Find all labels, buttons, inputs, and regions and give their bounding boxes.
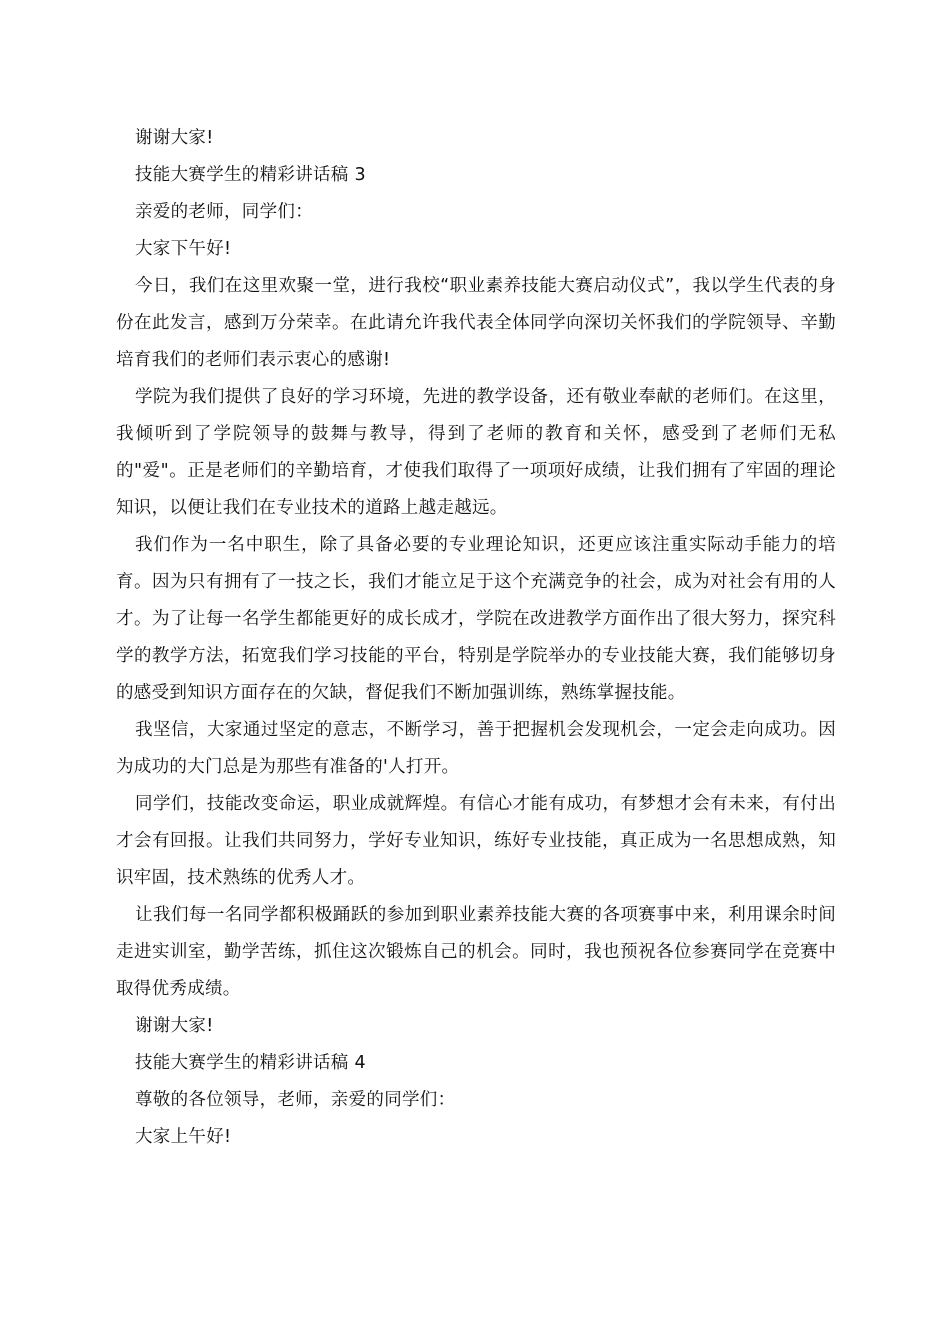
paragraph: 同学们，技能改变命运，职业成就辉煌。有信心才能有成功，有梦想才会有未来，有付出才会有回报。让我们共同努力，学好专业知识，练好专业技能，真正成为一名思想成熟，知识牢固，技术熟练的优秀人才。 [116, 794, 836, 888]
paragraph: 我们作为一名中职生，除了具备必要的专业理论知识，还更应该注重实际动手能力的培育。因为只有拥有了一技之长，我们才能立足于这个充满竞争的社会，成为对社会有用的人才。为了让每一名学生都能更好的成长成才，学院在改进教学方面作出了很大努力，探究科学的教学方法，拓宽我们学习技能的平台，特别是学院举办的专业技能大赛，我们能够切身的感受到知识方面存在的欠缺，督促我们不断加强训练，熟练掌握技能。 [116, 535, 836, 703]
speech-title-4: 技能大赛学生的精彩讲话稿 4 [135, 1053, 366, 1073]
paragraph: 今日，我们在这里欢聚一堂，进行我校“职业素养技能大赛启动仪式”，我以学生代表的身份在此发言，感到万分荣幸。在此请允许我代表全体同学向深切关怀我们的学院领导、辛勤培育我们的老师们表示衷心的感谢! [116, 276, 836, 370]
paragraph: 我坚信，大家通过坚定的意志，不断学习，善于把握机会发现机会，一定会走向成功。因为成功的大门总是为那些有准备的'人打开。 [116, 720, 836, 777]
greeting: 大家上午好! [135, 1127, 232, 1147]
salutation: 尊敬的各位领导，老师，亲爱的同学们： [135, 1090, 456, 1110]
greeting: 大家下午好! [135, 239, 232, 259]
document-body [116, 120, 836, 1156]
paragraph: 学院为我们提供了良好的学习环境，先进的教学设备，还有敬业奉献的老师们。在这里，我倾听到了学院领导的鼓舞与教导，得到了老师的教育和关怀，感受到了老师们无私的"爱"。正是老师们的辛勤培育，才使我们取得了一项项好成绩，让我们拥有了牢固的理论知识，以便让我们在专业技术的道路上越走越远。 [116, 387, 836, 518]
paragraph-closing-thanks: 谢谢大家! [135, 128, 214, 148]
paragraph: 让我们每一名同学都积极踊跃的参加到职业素养技能大赛的各项赛事中来，利用课余时间走进实训室，勤学苦练，抓住这次锻炼自己的机会。同时，我也预祝各位参赛同学在竞赛中取得优秀成绩。 [116, 905, 836, 999]
paragraph-closing-thanks: 谢谢大家! [135, 1016, 214, 1036]
speech-title-3: 技能大赛学生的精彩讲话稿 3 [135, 165, 366, 185]
salutation: 亲爱的老师，同学们： [135, 202, 313, 222]
